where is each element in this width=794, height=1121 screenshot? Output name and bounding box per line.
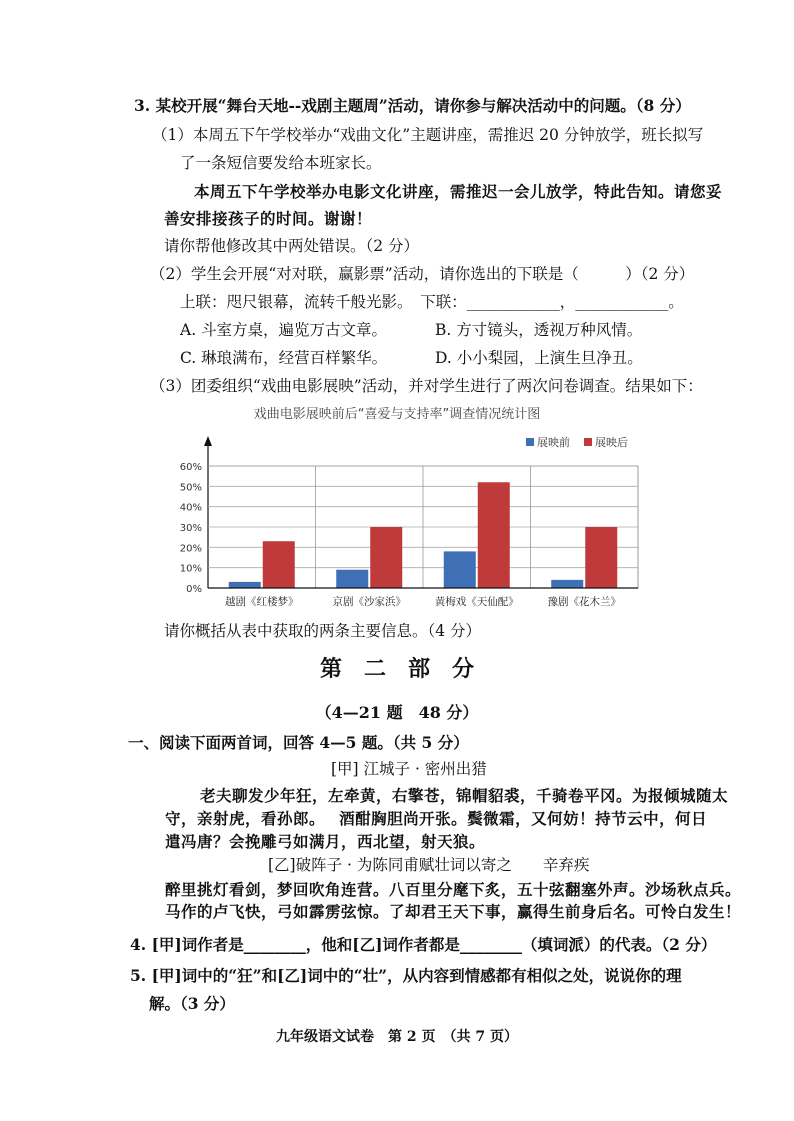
y-tick-label: 10% [179,563,202,575]
page-footer: 九年级语文试卷 第 2 页 （共 7 页） [276,1029,518,1045]
y-axis-arrow [204,436,212,446]
q3-part1-line1: （1）本周五下午学校举办“戏曲文化”主题讲座，需推迟 20 分钟放学，班长拟写 [152,126,704,144]
bar-after [478,482,510,588]
y-tick-label: 20% [179,543,202,555]
poem1-line1: 老夫聊发少年狂，左牵黄，右擎苍，锦帽貂裘，千骑卷平冈。为报倾城随太 [200,786,729,805]
sms-text-line2: 善安排接孩子的时间。谢谢！ [164,209,373,228]
x-tick-label: 黄梅戏《天仙配》 [434,596,519,608]
option-d: D. 小小梨园，上演生旦净丑。 [435,349,643,367]
part-heading: 第 二 部 分 [319,656,474,682]
bar-after [263,541,295,588]
option-a: A. 斗室方桌，遍览万古文章。 [180,321,388,339]
q3-part1-ask: 请你帮他修改其中两处错误。（2 分） [164,237,420,255]
question-4: 4. [甲]词作者是________，他和[乙]词作者都是________（填词派）的代表。（2 分） [130,935,717,954]
poem2-line1: 醉里挑灯看剑，梦回吹角连营。八百里分麾下炙，五十弦翻塞外声。沙场秋点兵。 [165,880,742,899]
question-5-line2: 解。（3 分） [149,994,235,1013]
x-tick-label: 豫剧《花木兰》 [547,596,621,608]
q3-title: 3. 某校开展“舞台天地--戏剧主题周”活动，请你参与解决活动中的问题。（8 分） [134,96,691,115]
poem1-line2: 守，亲射虎，看孙郎。 酒酣胸胆尚开张。鬓微霜，又何妨！持节云中，何日 [165,809,708,828]
q3-part1-line2: 了一条短信要发给本班家长。 [180,154,382,172]
y-tick-label: 30% [179,523,202,534]
y-tick-label: 0% [186,584,202,595]
sms-text-line1: 本周五下午学校举办电影文化讲座，需推迟一会儿放学，特此告知。请您妥 [194,182,723,201]
legend-label: 展映前 [537,436,570,449]
legend-swatch [584,438,592,446]
poem2-line2: 马作的卢飞快，弓如霹雳弦惊。了却君王天下事，赢得生前身后名。可怜白发生！ [165,902,742,921]
legend-label: 展映后 [595,436,628,449]
q3-part2: （2）学生会开展“对对联，赢影票”活动，请你选出的下联是（ ）（2 分） [150,265,695,283]
couplet-line: 上联：咫尺银幕，流转千般光影。 下联：____________，____________。 [180,293,684,311]
option-c: C. 琳琅满布，经营百样繁华。 [180,349,388,367]
y-tick-label: 60% [179,462,202,473]
bar-chart [158,428,648,618]
poem1-title: [甲] 江城子 · 密州出猎 [331,760,487,778]
poem2-title: [乙]破阵子 · 为陈同甫赋壮词以寄之 辛弃疾 [268,856,590,874]
x-tick-label: 越剧《红楼梦》 [225,596,299,608]
section1-title: 一、阅读下面两首词，回答 4—5 题。（共 5 分） [128,733,469,752]
bar-before [229,582,261,588]
chart-title: 戏曲电影展映前后“喜爱与支持率”调查情况统计图 [253,407,541,422]
bar-before [336,570,368,588]
y-tick-label: 50% [179,482,202,494]
legend-swatch [526,438,534,446]
bar-before [551,580,583,588]
x-tick-label: 京剧《沙家浜》 [332,596,406,608]
bar-after [370,527,402,588]
bar-before [444,551,476,588]
part-subheading: （4—21 题 48 分） [315,703,479,722]
poem1-line3: 遣冯唐？会挽雕弓如满月，西北望，射天狼。 [165,832,486,851]
option-b: B. 方寸镜头，透视万种风情。 [435,321,643,339]
bar-after [585,527,617,588]
y-tick-label: 40% [179,502,202,514]
q3-part3-ask: 请你概括从表中获取的两条主要信息。（4 分） [164,622,482,640]
q3-part3: （3）团委组织“戏曲电影展映”活动，并对学生进行了两次问卷调查。结果如下： [150,377,703,395]
question-5-line1: 5. [甲]词中的“狂”和[乙]词中的“壮”，从内容到情感都有相似之处，说说你的理 [130,966,682,985]
